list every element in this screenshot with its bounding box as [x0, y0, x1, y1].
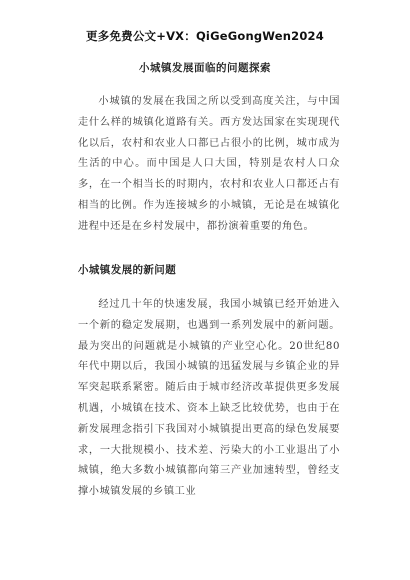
section-paragraph: 经过几十年的快速发展，我国小城镇已经开始进入一个新的稳定发展期，也遇到一系列发展中的新问题。最为突出的问题就是小城镇的产业空心化。20世纪80年代中期以后，我国小城镇的迅猛发展与乡镇企业的异军突起联系紧密。随后由于城市经济改革提供更多发展机遇，小城镇在技术、资本上缺乏比较优势，也由于在新发展理念指引下我国对小城镇提出更高的绿色发展要求，一大批规模小、技术差、污染大的小工业退出了小城镇，绝大多数小城镇都向第三产业加速转型，曾经支撑小城镇发展的乡镇工业	[78, 299, 340, 498]
document-title: 小城镇发展面临的问题探索	[139, 62, 271, 74]
intro-paragraph: 小城镇的发展在我国之所以受到高度关注，与中国走什么样的城镇化道路有关。西方发达国家在实现现代化以后，农村和农业人口都已占很小的比例，城市成为生活的中心。而中国是人口大国，特别是农村人口众多，在一个相当长的时期内，农村和农业人口都还占有相当的比例。作为连接城乡的小城镇，无论是在城镇化进程中还是在乡村发展中，都扮演着重要的角色。	[78, 96, 340, 232]
section-heading: 小城镇发展的新问题	[78, 264, 177, 276]
promo-header: 更多免费公文+VX：QiGeGongWen2024	[86, 29, 324, 43]
